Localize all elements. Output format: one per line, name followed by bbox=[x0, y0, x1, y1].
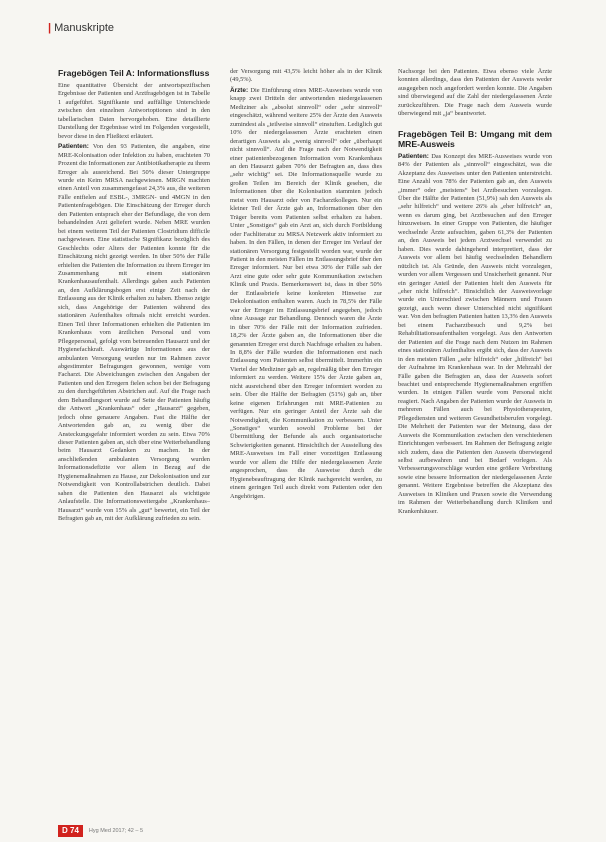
paragraph bbox=[58, 143, 210, 523]
paragraph: Nachsorge bei den Patienten. Etwa ebenso viele Ärzte konnten allerdings, dass den Patienten der Ausweis weder ausgegeben noch angefordert werden konnte. Die Angaben sind überwiegend auf die Zahl der niedergelassenen Ärzte zurückzuführen. Die Frage nach dem Ausweis wurde überwiegend mit „ja“ beantwortet. bbox=[398, 68, 552, 118]
paragraph-lead: Patienten: bbox=[58, 143, 89, 151]
paragraph-lead: Patienten: bbox=[398, 152, 429, 160]
paragraph bbox=[230, 87, 382, 501]
paragraph-text: Das Konzept des MRE-Ausweises wurde von 84% der Patienten als „sinnvoll“ eingeschätzt, was die Akzeptanz des Ausweises unter den Patienten unterstreicht. Eine Anzahl von 78% der Patienten gab an, den Ausweis „immer“ oder „meistens“ bei Arztbesuchen vorzulegen. Über die Hälfte der Patienten (51,9%) sah den Ausweis als „sehr hilfreich“ und weitere 26% als „eher hilfreich“ an, wenn es darum ging, bei Arztbesuchen auf den Erreger hinzuweisen. In einer Gruppe von Patienten, die häufiger wechselnde Ärzte aufsuchten, gaben 61,3% der Patienten an, den Ausweis bei jedem Arztwechsel verwendet zu haben. Dies wurde dahingehend interpretiert, dass der Ausweis vor allem bei häufig wechselnden Behandlern nützlich ist. Als Gründe, den Ausweis nicht vorzulegen, wurden vor allem Vergessen und Unsicherheit genannt. Nur ein geringer Anteil der Patienten hielt den Ausweis für „eher nicht hilfreich“. Hinsichtlich der Ausweisvorlage wurde ein Unterschied zwischen Männern und Frauen gezeigt, auch wenn dieser Unterschied nicht signifikant war. Von den befragten Patienten hatten 13,3% den Ausweis bei einem Facharztbesuch und 9,2% bei Rehabilitationsaufenthalten vorgelegt. Aus den Antworten der Patienten auf die Frage nach dem Nutzen im Rahmen eines stationären Aufenthaltes ergibt sich, dass der Ausweis in den meisten Fällen „sehr hilfreich“ oder „hilfreich“ bei der Aufnahme im Krankenhaus war. In der Mehrzahl der Fälle gaben die Befragten an, dass der Ausweis sofort beachtet und entsprechende Hygienemaßnahmen ergriffen wurden. In einigen Fällen wurde vom Personal nicht reagiert. Nach Angaben der Patienten wurde der Ausweis in mehreren Fällen auch bei Physiotherapeuten, Pflegediensten und weiteren Gesundheitsberufen vorgelegt. Die Mehrheit der Patienten war der Meinung, dass der Ausweis die Kommunikation zwischen den verschiedenen Einrichtungen verbessert. Im Rahmen der Befragung zeigte sich zudem, dass die Patienten den Ausweis überwiegend selbst aufbewahren und bei Bedarf vorlegen. Als Verbesserungsvorschläge wurden eine größere Verbreitung sowie eine bessere Information der niedergelassenen Ärzte genannt. Weitere Ergebnisse betreffen die Akzeptanz des Ausweises in Kliniken und Praxen sowie die Verwendung im Rahmen der Weiterbehandlung durch Kliniken und Krankenhäuser. bbox=[398, 152, 552, 515]
column-right bbox=[398, 68, 552, 808]
section-title: Manuskripte bbox=[54, 22, 114, 34]
section-heading-b: Fragebögen Teil B: Umgang mit dem MRE-Ausweis bbox=[398, 128, 552, 149]
paragraph: der Versorgung mit 43,5% leicht höher als in der Klinik (49,5%). bbox=[230, 68, 382, 84]
paragraph bbox=[398, 153, 552, 516]
paragraph: Eine quantitative Übersicht der antwortspezifischen Ergebnisse der Patienten und Arztfragebögen ist in Tabelle 1 aufgeführt. Signifikante und auffällige Unterschiede zwischen den einzelnen Antwortoptionen sind in den tabellarischen Daten hervorgehoben. Eine detaillierte Darstellung der Ergebnisse wird im Folgenden vorgestellt, bevor diese in den Fließtext erläutert. bbox=[58, 82, 210, 140]
page-number: D 74 bbox=[58, 825, 83, 837]
column-middle bbox=[230, 68, 382, 808]
paragraph-lead: Ärzte: bbox=[230, 86, 249, 94]
section-heading-a: Fragebögen Teil A: Informationsfluss bbox=[58, 68, 210, 78]
page-footer bbox=[58, 825, 143, 837]
paragraph-text: Die Einführung eines MRE-Ausweises wurde von knapp zwei Dritteln der antwortenden niedergelassenen Mediziner als „absolut sinnvoll“ oder „sehr sinnvoll“ eingeschätzt, während weitere 25% der Ärzte den Ausweis zumindest als „teilweise sinnvoll“ einstuften. Lediglich gut 10% der niedergelassenen Ärzte erachteten einen derartigen Ausweis als „wenig sinnvoll“ oder „überhaupt nicht sinnvoll“. Auf die Frage nach der Notwendigkeit einer patientenbezogenen Information vom Krankenhaus an den Hausarzt gaben 70% der Befragten an, dass dies „sehr wichtig“ sei. Die Informationsquelle wurde zu großen Teilen im Bereich der Klinik gesehen, die Informationen über die Kolonisation stammten jedoch meist vom Hausarzt oder von Facharztkollegen. Nur ein kleiner Teil der Ärzte gab an, Informationen über den Träger bereits vom Patienten selbst erhalten zu haben. Unter „Sonstiges“ gab ein Arzt an, sich durch Fortbildung oder Fachliteratur zu MRSA Netzwerk aktiv informiert zu haben. In den Fällen, in denen der Erreger im Verlauf der stationären Versorgung festgestellt worden war, wurde der Patient in den meisten Fällen im Entlassungsbrief über den Erreger informiert. Nur bei etwa 30% der Fälle sah der Arzt eine gute oder sehr gute Kommunikation zwischen Klinik und Praxis. Bemerkenswert ist, dass in über 50% der Entlassbriefe keine konkreten Hinweise zur Dekolonisation enthalten waren. Auch in 78,5% der Fälle war der Erreger im Entlassungsbrief angegeben, jedoch ohne Aussage zur Behandlung. Dennoch waren die Ärzte in über 70% der Fälle mit der Information zufrieden. 18,2% der Ärzte gaben an, die Informationen über die genannten Erreger erst durch Nachfrage erhalten zu haben. In 8,8% der Fälle wurden die Informationen erst nach Entlassung vom Patienten selbst übermittelt. Immerhin ein Viertel der Mediziner gab an, regelmäßig über den Erreger informiert zu werden. Weitere 15% der Ärzte gaben an, nicht ausreichend über den Erreger informiert worden zu sein. Über die Hälfte der Befragten (51%) gab an, über keine eigenen Erfahrungen mit MRE-Patienten zu verfügen. Nur ein geringer Anteil der Ärzte sah die Notwendigkeit, die Kommunikation zu verbessern. Unter „Sonstiges“ wurden sowohl Probleme bei der Übermittlung der Befunde als auch organisatorische Schwierigkeiten genannt. Hinsichtlich der Ausstellung des MRE-Ausweises im Fall einer vorzeitigen Entlassung wurde vor allem die Hilfe der niedergelassenen Ärzte angesprochen, dass die Ausweise durch die Hygienebeauftragung der Klinik nachgereicht werden, zu einem geringen Teil auch direkt vom Patienten oder den Angehörigen. bbox=[230, 86, 382, 500]
paragraph-text: Von den 93 Patienten, die angaben, eine MRE-Kolonisation oder Infektion zu haben, erachteten 70 Prozent die Informationen zur Antibiotikatherapie zu ihrem Erreger als ausreichend. Bei 50% dieser Untergruppe wurde ein Keim MRSA nachgewiesen. MRGN machten einen Anteil von zusammengefasst 24,3% aus, die weiteren Fälle entfielen auf ESBL-, 3MRGN- und 4MGN in den Patientenfragebögen. Die Einschätzung der Erreger durch den Patienten entsprach eher der Befundlage, die von dem behandelnden Arzt geliefert wurde. Neben MRE wurden bei einem weiteren Teil der Patienten Clostridium difficile nachgewiesen. Eine statistische Signifikanz bezüglich des Geschlechts oder Alters der Patienten konnte für die Einschätzung nicht gezeigt werden. In über 50% der Fälle erhielten die Patienten die Information zu ihrem Erreger im Zusammenhang mit einem stationären Krankenhausaufenthalt. Allerdings gaben auch Patienten an, den Aufklärungsbogen erst einige Zeit nach der Entlassung aus der Klinik erhalten zu haben. Ebenso zeigte sich, dass Angehörige der Patienten während des stationären Aufenthaltes oftmals nicht erreicht wurden. Einen Teil ihrer Informationen erhielten die Patienten im Krankenhaus vom ärztlichen Personal und vom Pflegepersonal, gefolgt vom betreuenden Hausarzt und der Hygienefachkraft. Auswärtige Informationen aus der ambulanten Versorgung wurden nur im Rahmen zuvor abgestimmter Befragungen gewonnen, wenige vom Facharzt. Die Abweichungen zwischen den Angaben der Patienten und den Erregern fielen schon bei der Befragung zu den durchgeführten Abstrichen auf. Auf die Frage nach dem Behandlungsort wurde auf Seite der Patienten häufig die Antwort „Krankenhaus“ oder „Hausarzt“ gegeben, jedoch ohne genauere Angaben. Fast die Hälfte der Antwortenden gab an, zu wenig über die Ansteckungsgefahr informiert worden zu sein. Etwa 70% dieser Patienten gaben an, sich über eine Weiterbehandlung beim Hausarzt Gedanken zu machen. In der anschließenden ambulanten Versorgung wurden Informationsdefizite vor allem in Bezug auf die Hygienemaßnahmen zu Hause, zur Dekolonisation und zur Notwendigkeit von Kontrollabstrichen deutlich. Dabei sahen die Patienten den Hausarzt als wichtigste Anlaufstelle. Die Informationsweitergabe „Krankenhaus–Hausarzt“ wurde von 15% als „gut“ bewertet, ein Teil der Befragten gab an, mit der Aufklärung zufrieden zu sein. bbox=[58, 143, 210, 523]
journal-citation: Hyg Med 2017; 42 – 5 bbox=[88, 828, 144, 834]
section-header bbox=[48, 22, 114, 34]
section-marker: | bbox=[48, 22, 52, 34]
column-left bbox=[58, 68, 210, 808]
